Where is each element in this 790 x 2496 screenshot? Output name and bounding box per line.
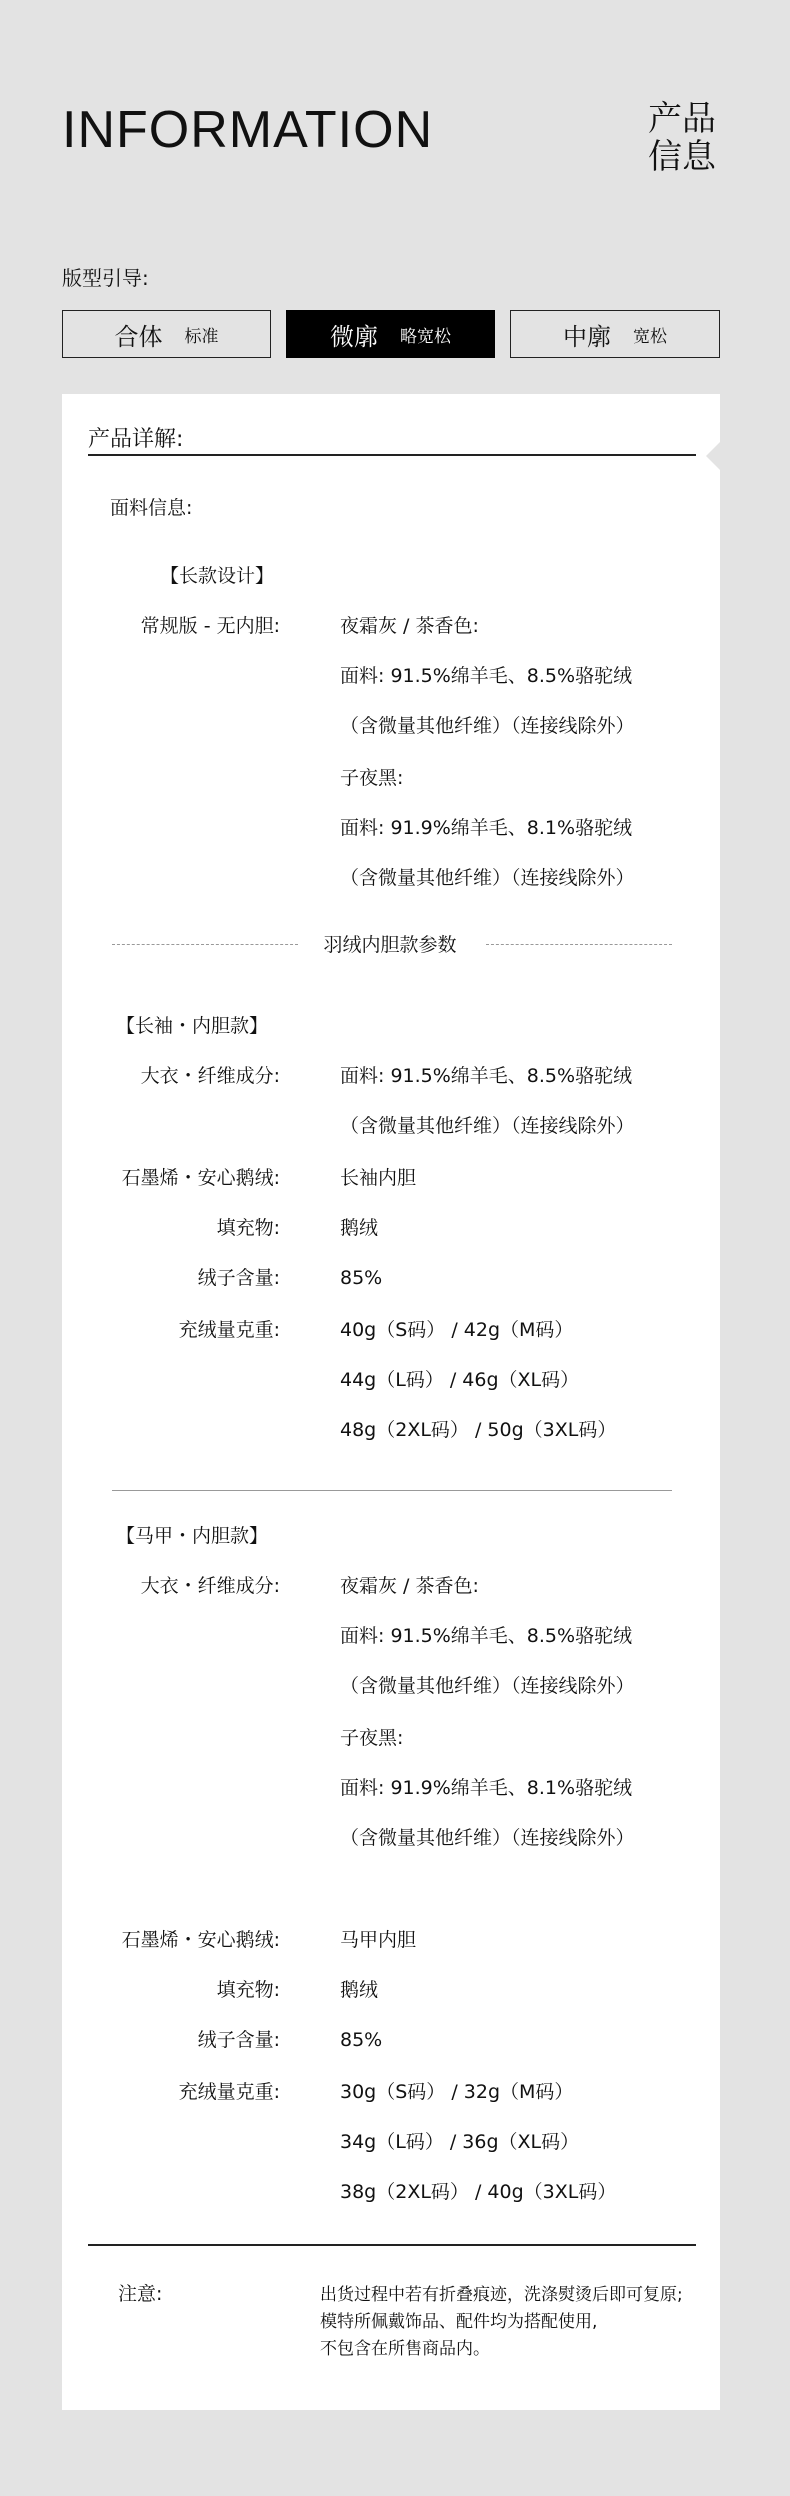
vest-weight-line: 30g（S码） / 32g（M码）	[340, 2081, 574, 2103]
note-line: 出货过程中若有折叠痕迹，洗涤熨烫后即可复原;	[320, 2285, 683, 2305]
note-line: 不包含在所售商品内。	[320, 2339, 490, 2359]
fit-option-main: 合体	[114, 322, 163, 351]
details-title: 产品详解:	[88, 427, 184, 452]
long-sleeve-weight-line: 48g（2XL码） / 50g（3XL码）	[340, 1419, 617, 1441]
vest-fiber-line: 面料: 91.9%绵羊毛、8.1%骆驼绒	[340, 1777, 633, 1799]
vest-filler-value: 鹅绒	[340, 1979, 379, 2001]
fit-option-sub: 标准	[184, 326, 219, 347]
long-sleeve-graphene-value: 长袖内胆	[340, 1167, 417, 1189]
long-design-heading: 【长款设计】	[160, 565, 275, 587]
long-sleeve-fiber-line: 面料: 91.5%绵羊毛、8.5%骆驼绒	[340, 1065, 633, 1087]
page-title: INFORMATION	[62, 101, 434, 159]
vest-graphene-label: 石墨烯・安心鹅绒:	[121, 1929, 280, 1951]
note-line: 模特所佩戴饰品、配件均为搭配使用,	[320, 2312, 598, 2332]
vest-fiber-line: （含微量其他纤维）（连接线除外）	[340, 1675, 635, 1697]
long-sleeve-weight-line: 40g（S码） / 42g（M码）	[340, 1319, 574, 1341]
vest-filler-label: 填充物:	[216, 1979, 280, 2001]
vest-graphene-value: 马甲内胆	[340, 1929, 417, 1951]
vest-fiber-line: 夜霜灰 / 茶香色:	[340, 1575, 479, 1597]
section-divider-label: 羽绒内胆款参数	[323, 934, 457, 956]
vest-fiber-label: 大衣・纤维成分:	[140, 1575, 280, 1597]
note-divider	[88, 2244, 696, 2246]
vest-weight-line: 34g（L码） / 36g（XL码）	[340, 2131, 580, 2153]
long-sleeve-down-value: 85%	[340, 1267, 383, 1289]
vest-down-label: 绒子含量:	[197, 2029, 280, 2051]
long-sleeve-filler-value: 鹅绒	[340, 1217, 379, 1239]
fit-option-sub: 略宽松	[400, 326, 451, 347]
vest-fiber-line: （含微量其他纤维）（连接线除外）	[340, 1827, 635, 1849]
vest-fiber-line: 面料: 91.5%绵羊毛、8.5%骆驼绒	[340, 1625, 633, 1647]
long-design-line: 子夜黑:	[340, 767, 404, 789]
card-notch	[706, 440, 722, 472]
section-divider-right	[486, 944, 672, 945]
section-divider	[112, 1490, 672, 1491]
fit-option-slightly-loose	[286, 310, 495, 358]
vest-weight-label: 充绒量克重:	[178, 2081, 280, 2103]
long-design-label: 常规版 - 无内胆:	[140, 615, 280, 637]
fabric-info-label: 面料信息:	[110, 497, 193, 519]
long-sleeve-down-label: 绒子含量:	[197, 1267, 280, 1289]
vest-fiber-line: 子夜黑:	[340, 1727, 404, 1749]
long-sleeve-heading: 【长袖・内胆款】	[116, 1015, 269, 1037]
fit-option-loose	[510, 310, 720, 358]
long-design-line: 面料: 91.5%绵羊毛、8.5%骆驼绒	[340, 665, 633, 687]
long-sleeve-graphene-label: 石墨烯・安心鹅绒:	[121, 1167, 280, 1189]
page-title-cn: 产品 信息	[648, 99, 716, 177]
long-sleeve-weight-line: 44g（L码） / 46g（XL码）	[340, 1369, 580, 1391]
long-design-line: （含微量其他纤维）（连接线除外）	[340, 715, 635, 737]
vest-down-value: 85%	[340, 2029, 383, 2051]
long-design-line: （含微量其他纤维）（连接线除外）	[340, 867, 635, 889]
long-design-line: 面料: 91.9%绵羊毛、8.1%骆驼绒	[340, 817, 633, 839]
details-card	[62, 394, 720, 2410]
section-divider-left	[112, 944, 298, 945]
fit-option-sub: 宽松	[633, 326, 667, 347]
long-design-line: 夜霜灰 / 茶香色:	[340, 615, 479, 637]
fit-option-regular	[62, 310, 271, 358]
note-label: 注意:	[118, 2283, 163, 2305]
vest-weight-line: 38g（2XL码） / 40g（3XL码）	[340, 2181, 617, 2203]
long-sleeve-fiber-line: （含微量其他纤维）（连接线除外）	[340, 1115, 635, 1137]
fit-option-main: 中廓	[563, 322, 611, 351]
details-title-divider	[88, 454, 696, 456]
long-sleeve-filler-label: 填充物:	[216, 1217, 280, 1239]
fit-guide-label: 版型引导:	[62, 266, 149, 290]
long-sleeve-weight-label: 充绒量克重:	[178, 1319, 280, 1341]
long-sleeve-fiber-label: 大衣・纤维成分:	[140, 1065, 280, 1087]
fit-option-main: 微廓	[330, 322, 378, 351]
vest-heading: 【马甲・内胆款】	[116, 1525, 269, 1547]
